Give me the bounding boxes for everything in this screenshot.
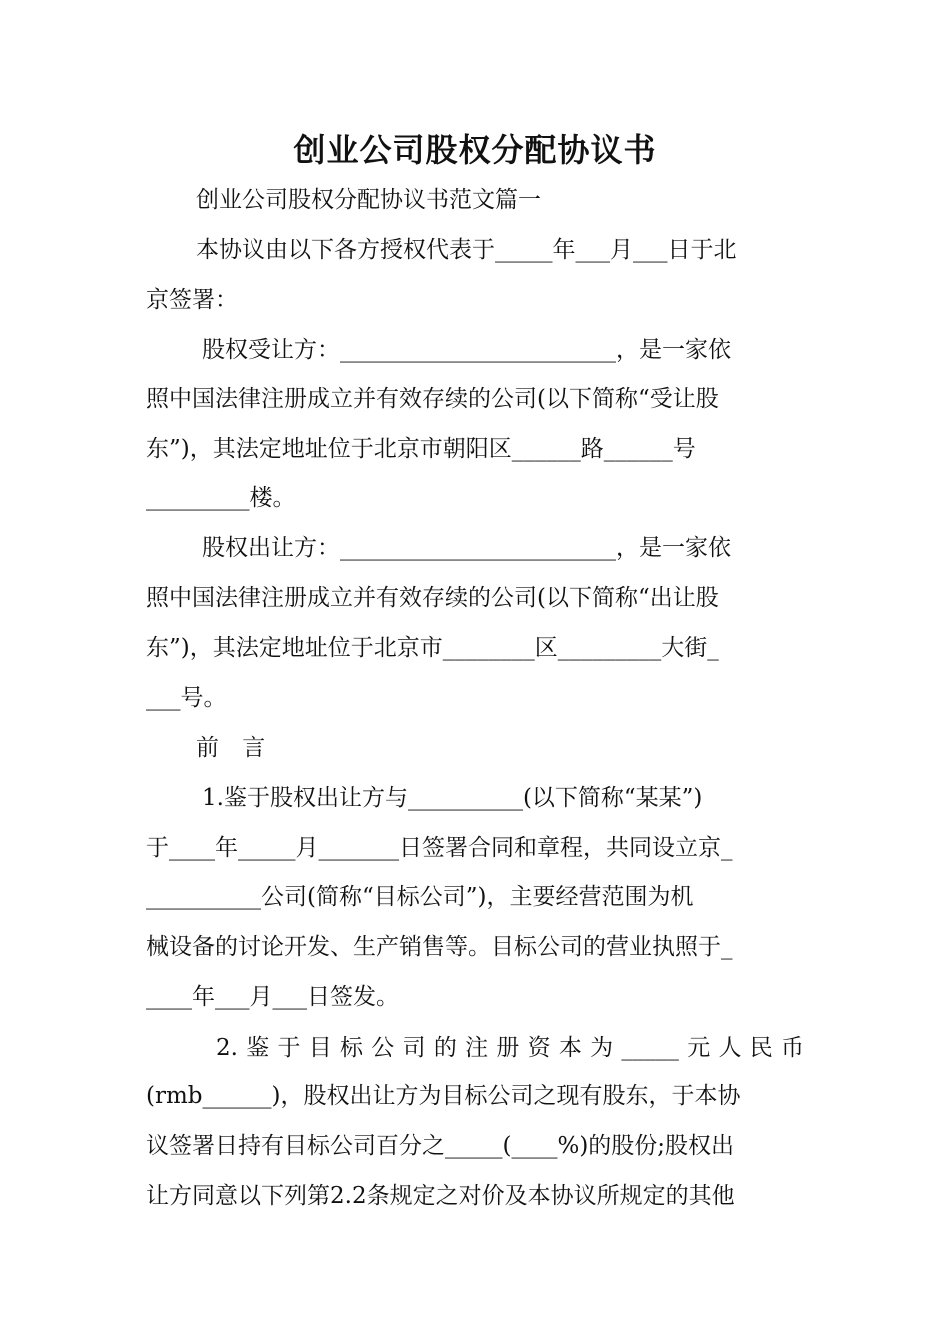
paragraph-line: 京签署：: [146, 287, 238, 313]
paragraph-line: _________楼。: [146, 485, 296, 511]
paragraph-line: (rmb______)，股权出让方为目标公司之现有股东，于本协: [146, 1083, 741, 1109]
document-subtitle: 创业公司股权分配协议书范文篇一: [196, 187, 541, 213]
paragraph-line: 1.鉴于股权出让方与__________(以下简称“某某”): [202, 785, 703, 811]
paragraph-line: 照中国法律注册成立并有效存续的公司(以下简称“受让股: [146, 386, 719, 412]
paragraph-line: 于____年_____月_______日签署合同和章程，共同设立京_: [146, 835, 733, 861]
paragraph-line: ___号。: [146, 685, 227, 711]
paragraph-line: __________公司(简称“目标公司”)，主要经营范围为机: [146, 884, 694, 910]
preface-heading: 前 言: [196, 735, 274, 761]
paragraph-line: 本协议由以下各方授权代表于_____年___月___日于北: [196, 237, 737, 263]
paragraph-line: 东”)，其法定地址位于北京市________区_________大街_: [146, 635, 719, 661]
paragraph-line: 股权出让方：________________________，是一家依: [202, 535, 731, 561]
document-title: 创业公司股权分配协议书: [293, 131, 657, 169]
paragraph-line: 股权受让方：________________________，是一家依: [202, 337, 731, 363]
paragraph-line: 2.鉴于目标公司的注册资本为_____元人民币: [216, 1035, 804, 1061]
paragraph-line: 东”)，其法定地址位于北京市朝阳区______路______号: [146, 436, 696, 462]
paragraph-line: 议签署日持有目标公司百分之_____(____%)的股份;股权出: [146, 1133, 735, 1159]
paragraph-line: 械设备的讨论开发、生产销售等。目标公司的营业执照于_: [146, 934, 733, 960]
paragraph-line: 让方同意以下列第2.2条规定之对价及本协议所规定的其他: [146, 1183, 735, 1209]
paragraph-line: 照中国法律注册成立并有效存续的公司(以下简称“出让股: [146, 585, 719, 611]
paragraph-line: ____年___月___日签发。: [146, 984, 399, 1010]
